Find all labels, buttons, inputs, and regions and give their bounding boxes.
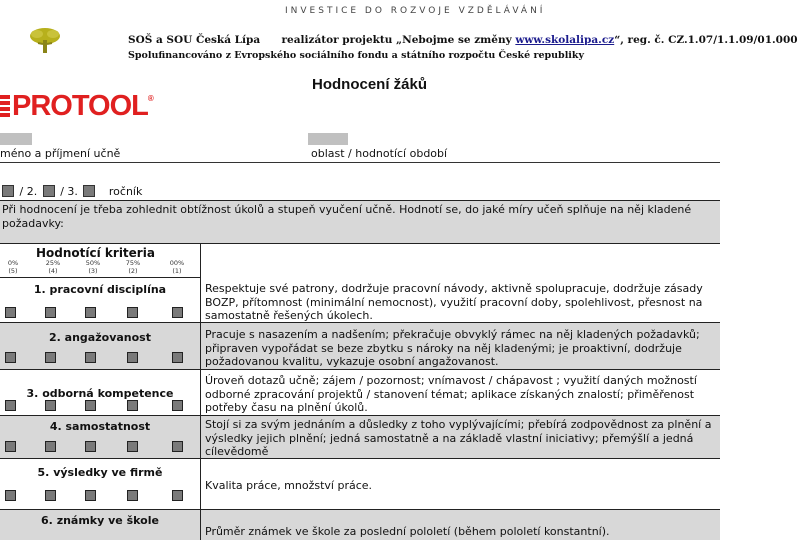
school-website-link[interactable]: www.skolalipa.cz (515, 34, 615, 46)
rating-checkbox[interactable] (45, 441, 56, 452)
instructions-text: Při hodnocení je třeba zohlednit obtížnost úkolů a stupeň vyučení učně. Hodnotí se, do jaké míry učeň splňuje na něj kladené požadavky: (2, 203, 692, 230)
description-school-grades: Průměr známek ve škole za poslední pololetí (během pololetí konstantní). (205, 525, 610, 538)
description-independence: Stojí si za svým jednáním a důsledky z toho vyplývajícími; přebírá zodpovědnost za plnění a výsledky jejich plnění; jedná samostatně a na základě vlastní iniciativy; přemýšlí a jedná cílevědomě (205, 418, 712, 458)
rating-checkbox[interactable] (85, 400, 96, 411)
rating-checkbox[interactable] (127, 307, 138, 318)
rating-checkbox[interactable] (127, 352, 138, 363)
criterion-discipline: 1. pracovní disciplína (33, 283, 167, 296)
criterion-engagement: 2. angažovanost (49, 331, 151, 344)
year-1-checkbox[interactable] (2, 185, 14, 197)
registration-number: “, reg. č. CZ.1.07/1.1.09/01.000 (614, 34, 798, 46)
description-discipline: Respektuje své patrony, dodržuje pracovní návody, aktivně spolupracuje, dodržuje zásady BOZP, přítomnost (minimální nemocnost), využití pracovní doby, spolehlivost, přesnost na samostatně řešených úkolech. (205, 282, 703, 322)
protool-logo: PROTOOL® (0, 90, 153, 123)
criterion-school-grades: 6. známky ve škole (41, 514, 159, 527)
year-2-checkbox[interactable] (43, 185, 55, 197)
name-input[interactable] (0, 133, 32, 145)
percent-col-2: 25% (4) (45, 259, 61, 275)
school-tree-logo-icon (28, 26, 62, 54)
percent-col-3: 50% (3) (85, 259, 101, 275)
rating-checkbox[interactable] (85, 490, 96, 501)
program-title: INVESTICE DO ROZVOJE VZDĚLÁVÁNÍ (285, 6, 546, 16)
rating-checkbox[interactable] (85, 307, 96, 318)
area-input[interactable] (308, 133, 348, 145)
rating-checkbox[interactable] (172, 307, 183, 318)
criteria-header: Hodnotící kriteria (36, 246, 155, 260)
rating-checkbox[interactable] (5, 352, 16, 363)
description-results: Kvalita práce, množství práce. (205, 479, 373, 492)
rating-checkbox[interactable] (45, 307, 56, 318)
logo-bars-icon (0, 95, 10, 117)
rating-checkbox[interactable] (127, 400, 138, 411)
description-competence: Úroveň dotazů učně; zájem / pozornost; vnímavost / chápavost ; využití daných možností odborné zpracování projektů / stanovení témat; aplikace získaných znalostí; přiměřenost potřeby času na plnění úkolů. (205, 374, 697, 414)
rating-checkbox[interactable] (5, 400, 16, 411)
project-header-line (128, 34, 798, 46)
divider (0, 162, 720, 163)
rating-checkbox[interactable] (5, 490, 16, 501)
percent-col-5: 00% (1) (169, 259, 185, 275)
page-title: Hodnocení žáků (312, 76, 428, 93)
rating-checkbox[interactable] (172, 441, 183, 452)
rating-checkbox[interactable] (45, 490, 56, 501)
rating-checkbox[interactable] (45, 352, 56, 363)
percent-col-1: 0% (5) (7, 259, 19, 275)
rating-checkbox[interactable] (85, 352, 96, 363)
criterion-independence: 4. samostatnost (49, 420, 151, 433)
rating-checkbox[interactable] (5, 441, 16, 452)
year-selector: / 2. / 3. ročník (0, 185, 142, 198)
rating-checkbox[interactable] (45, 400, 56, 411)
rating-checkbox[interactable] (127, 490, 138, 501)
rating-checkbox[interactable] (85, 441, 96, 452)
rating-checkbox[interactable] (172, 490, 183, 501)
percent-col-4: 75% (2) (125, 259, 141, 275)
project-name: realizátor projektu „Nebojme se změny (281, 34, 512, 46)
description-engagement: Pracuje s nasazením a nadšením; překračuje obvyklý rámec na něj kladených požadavků; připraven vypořádat se beze zbytku s nároky na něj kladenými; je proaktivní, dodržuje požadovanou kvalitu, vykazuje osobní angažovanost. (205, 328, 700, 368)
name-label: méno a příjmení učně (0, 147, 121, 160)
rating-checkbox[interactable] (172, 400, 183, 411)
rating-checkbox[interactable] (172, 352, 183, 363)
school-name: SOŠ a SOU Česká Lípa (128, 34, 261, 46)
year-3-checkbox[interactable] (83, 185, 95, 197)
criterion-results: 5. výsledky ve firmě (37, 466, 163, 479)
criterion-competence: 3. odborná kompetence (26, 387, 174, 400)
cofunding-note: Spolufinancováno z Evropského sociálního fondu a státního rozpočtu České republiky (128, 50, 585, 61)
area-period-label: oblast / hodnotící období (311, 147, 448, 160)
rating-checkbox[interactable] (127, 441, 138, 452)
rating-checkbox[interactable] (5, 307, 16, 318)
